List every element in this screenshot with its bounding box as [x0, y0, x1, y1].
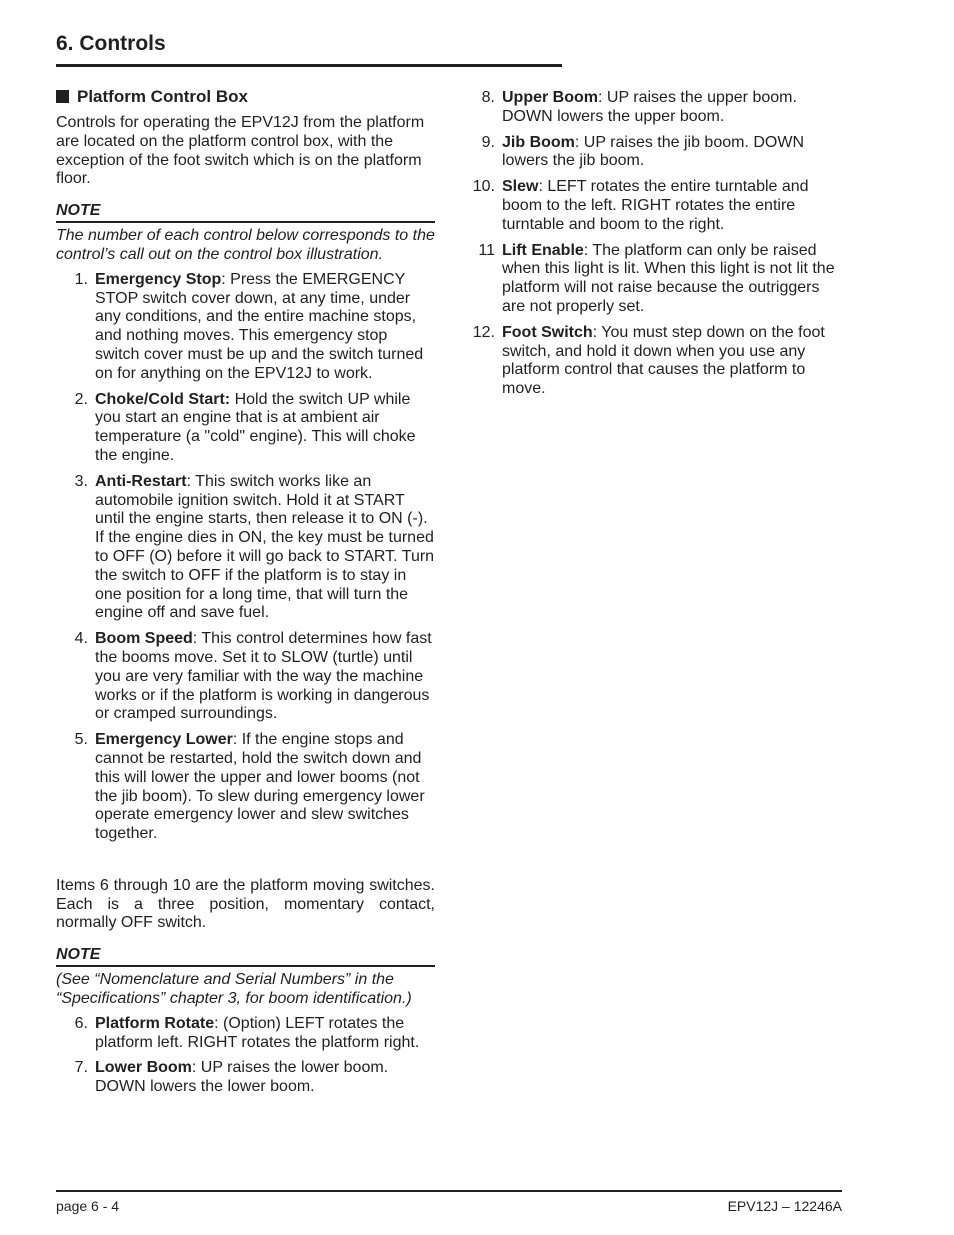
item-body [502, 178, 843, 234]
item-body [95, 1059, 435, 1097]
item-text: : UP raises the jib boom. DOWN lowers the jib boom. [502, 133, 804, 170]
section-title-text: Platform Control Box [77, 87, 248, 106]
item-label: Boom Speed [95, 630, 193, 648]
chapter-title: 6. Controls [56, 32, 166, 55]
item-text: : You must step down on the foot switch, and hold it down when you use any platform control that causes the platform to move. [502, 323, 825, 398]
item-number: 12. [472, 323, 495, 341]
item-number: 3. [74, 472, 88, 490]
control-list-c [463, 89, 843, 399]
item-body [95, 731, 435, 844]
item-label: Emergency Stop [95, 270, 222, 288]
item-body [502, 324, 843, 399]
item-number: 7. [74, 1059, 88, 1077]
item-text: : The platform can only be raised when this light is lit. When this light is not lit the platform will not raise because the outriggers are not properly set. [502, 241, 835, 315]
spacer [56, 851, 435, 877]
item-number: 11 [478, 241, 495, 259]
item-label: Anti-Restart [95, 472, 187, 490]
control-list-a [56, 271, 435, 844]
item-label: Upper Boom [502, 89, 598, 106]
item-label: Lift Enable [502, 241, 584, 259]
item-body [95, 391, 435, 466]
item-body [95, 473, 435, 623]
note-heading: NOTE [56, 201, 435, 223]
item-body [95, 1015, 435, 1053]
item-body [502, 134, 843, 172]
list-item [56, 271, 435, 384]
footer-rule [56, 1190, 842, 1192]
item-number: 8. [481, 89, 495, 106]
item-label: Choke/Cold Start: [95, 390, 231, 408]
item-label: Emergency Lower [95, 731, 233, 749]
item-number: 4. [74, 630, 88, 648]
note-text: The number of each control below corresponds to the control’s call out on the control box illustration. [56, 227, 435, 263]
list-item [463, 178, 843, 234]
note-text: (See “Nomenclature and Serial Numbers” in the “Specifications” chapter 3, for boom identification.) [56, 971, 412, 1008]
right-column [463, 89, 843, 406]
left-column [56, 86, 435, 1104]
item-number: 9. [481, 133, 495, 151]
item-text: : UP raises the lower boom. DOWN lowers the lower boom. [95, 1059, 389, 1096]
item-number: 2. [74, 390, 88, 408]
item-label: Platform Rotate [95, 1014, 215, 1032]
list-item [56, 391, 435, 466]
list-item [56, 630, 435, 724]
list-item [463, 89, 843, 127]
document-id: EPV12J – 12246A [727, 1198, 842, 1214]
item-label: Lower Boom [95, 1059, 192, 1077]
list-item [463, 324, 843, 399]
item-number: 6. [74, 1014, 88, 1032]
note-heading: NOTE [56, 945, 435, 967]
item-body [502, 242, 843, 317]
list-item [56, 1015, 435, 1053]
item-number: 5. [74, 731, 88, 749]
item-text: : This switch works like an automobile ignition switch. Hold it at START until the engine starts, then release it to ON (-). If the engine dies in ON, the key must be turned to OFF (O) before it will go back to START. Turn the switch to OFF if the platform is to stay in one position for a long time, that will turn the engine off and save fuel. [95, 472, 435, 622]
item-number: 1. [74, 270, 88, 288]
item-text: : UP raises the upper boom. DOWN lowers the upper boom. [502, 89, 797, 125]
item-text: Hold the switch UP while you start an engine that is at ambient air temperature (a "cold" engine). This will choke the engine. [95, 390, 416, 464]
square-bullet-icon [56, 90, 69, 103]
intro-paragraph: Controls for operating the EPV12J from the platform are located on the platform control box, with the exception of the foot switch which is on the platform floor. [56, 114, 425, 188]
control-list-b [56, 1015, 435, 1097]
chapter-rule [56, 64, 562, 67]
item-text: : LEFT rotates the entire turntable and boom to the left. RIGHT rotates the entire turntable and boom to the right. [502, 178, 809, 233]
section-title [56, 86, 435, 108]
item-label: Jib Boom [502, 133, 575, 151]
list-item [56, 473, 435, 623]
item-text: : This control determines how fast the booms move. Set it to SLOW (turtle) until you are very familiar with the way the machine works or if the platform is working in dangerous or cramped surroundings. [95, 630, 432, 723]
moving-switches-paragraph: Items 6 through 10 are the platform moving switches. Each is a three position, momentary contact, normally OFF switch. [56, 876, 435, 932]
item-text: : Press the EMERGENCY STOP switch cover down, at any time, under any conditions, and the entire machine stops, and nothing moves. This emergency stop switch cover must be up and the switch turned on for anything on the EPV12J to work. [95, 270, 424, 382]
item-text: : If the engine stops and cannot be restarted, hold the switch down and this will lower the upper and lower booms (not the jib boom). To slew during emergency lower operate emergency lower and slew switches together. [95, 731, 425, 843]
item-text: : (Option) LEFT rotates the platform left. RIGHT rotates the platform right. [95, 1014, 420, 1051]
list-item [463, 242, 843, 317]
item-number: 10. [472, 178, 495, 196]
item-body [95, 630, 435, 724]
page-number: page 6 - 4 [56, 1198, 120, 1214]
list-item [56, 731, 435, 844]
list-item [463, 134, 843, 172]
item-label: Foot Switch [502, 323, 593, 341]
item-label: Slew [502, 178, 539, 196]
list-item [56, 1059, 435, 1097]
item-body [502, 89, 843, 127]
item-body [95, 271, 435, 384]
